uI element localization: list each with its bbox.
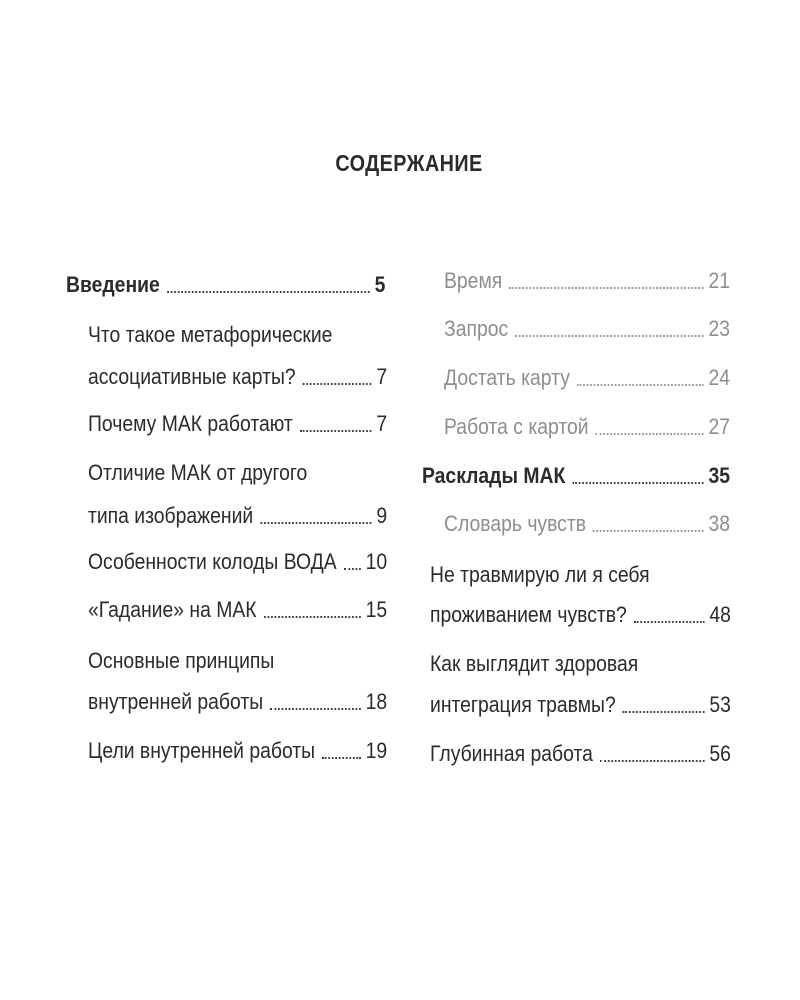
- toc-page-number: 9: [376, 503, 388, 528]
- toc-page-number: 48: [709, 602, 731, 627]
- dot-leader: [623, 710, 704, 713]
- toc-entry-difference[interactable]: [88, 503, 387, 529]
- toc-entry-deep-work[interactable]: [430, 741, 731, 767]
- toc-entry-title: Расклады МАК: [422, 463, 566, 488]
- dot-leader: [593, 529, 703, 532]
- toc-entry-title: интеграция травмы?: [430, 692, 616, 717]
- toc-entry-title: Время: [444, 268, 503, 293]
- dot-leader: [344, 567, 361, 570]
- toc-entry-retraumatize[interactable]: [430, 602, 731, 628]
- toc-entry-title-line1: Основные принципы: [88, 648, 275, 673]
- toc-entry-title-line1: Не травмирую ли я себя: [430, 562, 650, 587]
- toc-entry-principles[interactable]: [88, 689, 387, 715]
- toc-entry-title: внутренней работы: [88, 689, 264, 714]
- dot-leader: [600, 759, 704, 762]
- toc-entry-goals[interactable]: [88, 738, 387, 764]
- toc-entry-title: типа изображений: [88, 503, 254, 528]
- toc-entry-title: Запрос: [444, 316, 509, 341]
- dot-leader: [572, 481, 703, 484]
- toc-entry-trauma-integration[interactable]: [430, 692, 731, 718]
- toc-page-number: 35: [708, 463, 730, 488]
- toc-entry-feelings-dictionary[interactable]: [444, 511, 730, 537]
- toc-entry-title-line1: Отличие МАК от другого: [88, 460, 308, 485]
- dot-leader: [270, 707, 360, 710]
- toc-entry-fortune-telling[interactable]: [88, 597, 387, 623]
- dot-leader: [596, 432, 704, 435]
- toc-page-number: 23: [708, 316, 730, 341]
- toc-entry-what-is-mac[interactable]: [88, 364, 387, 390]
- dot-leader: [515, 334, 703, 337]
- toc-page-number: 7: [376, 364, 388, 389]
- toc-page-number: 5: [374, 272, 386, 297]
- toc-page-number: 19: [365, 738, 388, 763]
- toc-entry-title: Особенности колоды ВОДА: [88, 549, 337, 574]
- toc-page-number: 10: [365, 549, 388, 574]
- toc-entry-title: «Гадание» на МАК: [88, 597, 257, 622]
- toc-page-number: 24: [708, 365, 730, 390]
- toc-page-number: 18: [365, 689, 388, 714]
- toc-entry-request[interactable]: [444, 316, 730, 342]
- dot-leader: [634, 620, 704, 623]
- toc-entry-title-line1: Как выглядит здоровая: [430, 651, 639, 676]
- dot-leader: [260, 521, 371, 524]
- dot-leader: [167, 290, 370, 293]
- dot-leader: [303, 382, 371, 385]
- toc-entry-title: Достать карту: [444, 365, 570, 390]
- toc-page-number: 21: [708, 268, 730, 293]
- toc-entry-title-line1: Что такое метафорические: [88, 322, 333, 347]
- toc-entry-layouts[interactable]: [422, 463, 730, 489]
- toc-page-number: 56: [709, 741, 731, 766]
- dot-leader: [264, 615, 361, 618]
- dot-leader: [300, 429, 371, 432]
- dot-leader: [509, 286, 703, 289]
- dot-leader: [322, 756, 360, 759]
- toc-entry-title: Введение: [66, 272, 160, 297]
- toc-entry-title: Работа с картой: [444, 414, 589, 439]
- toc-page-number: 7: [376, 411, 388, 436]
- toc-entry-why-mac-works[interactable]: [88, 411, 387, 437]
- toc-page-number: 38: [708, 511, 730, 536]
- page-title: СОДЕРЖАНИЕ: [335, 150, 483, 176]
- toc-entry-title: Цели внутренней работы: [88, 738, 316, 763]
- toc-entry-title: ассоциативные карты?: [88, 364, 296, 389]
- dot-leader: [577, 383, 703, 386]
- toc-entry-card-work[interactable]: [444, 414, 730, 440]
- toc-entry-title: Глубинная работа: [430, 741, 593, 766]
- toc-page-number: 27: [708, 414, 730, 439]
- toc-page-number: 53: [709, 692, 731, 717]
- toc-entry-deck-features[interactable]: [88, 549, 387, 575]
- toc-page-number: 15: [365, 597, 388, 622]
- toc-entry-title: Почему МАК работают: [88, 411, 293, 436]
- toc-entry-title: проживанием чувств?: [430, 602, 627, 627]
- toc-entry-introduction[interactable]: [66, 272, 385, 298]
- toc-entry-title: Словарь чувств: [444, 511, 586, 536]
- toc-entry-time[interactable]: [444, 268, 730, 294]
- toc-entry-draw-card[interactable]: [444, 365, 730, 391]
